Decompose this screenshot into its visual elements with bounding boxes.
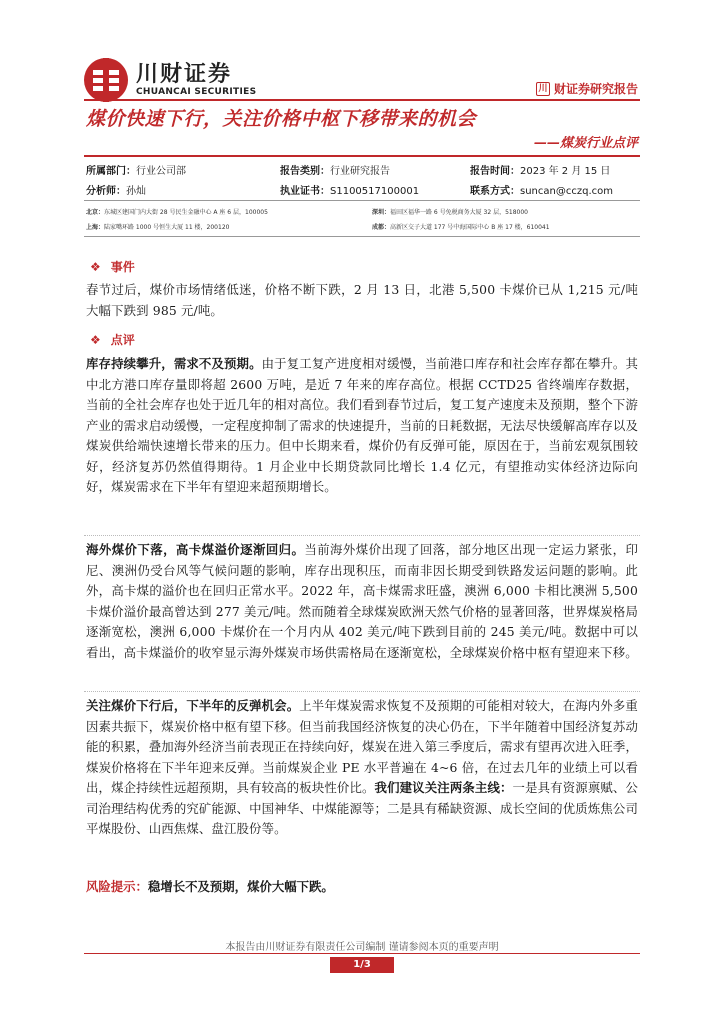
comment-heading (90, 331, 135, 348)
address-shanghai-value: 陆家嘴环路 1000 号恒生大厦 11 楼，200120 (104, 224, 230, 231)
risk-text: 稳增长不及预期，煤价大幅下跌。 (147, 879, 334, 894)
date-value: 2023 年 2 月 15 日 (520, 166, 611, 177)
cert-value: S1100517100001 (330, 186, 420, 197)
paragraph-overseas-lead: 海外煤价下落，高卡煤溢价逐渐回归。 (86, 542, 305, 557)
footer-disclaimer: 本报告由川财证券有限责任公司编制 谨请参阅本页的重要声明 (225, 942, 499, 953)
address-beijing (86, 207, 268, 216)
paragraph-rebound-lead: 关注煤价下行后，下半年的反弹机会。 (86, 698, 300, 713)
report-tag-label: 财证券研究报告 (553, 82, 638, 96)
header-divider (84, 99, 640, 101)
company-logo (84, 58, 256, 102)
date-label: 报告时间： (470, 166, 520, 177)
page-number: 1/3 (330, 957, 394, 973)
logo-name-cn: 川财证券 (136, 62, 233, 87)
address-beijing-value: 东城区建国门内大街 28 号民生金融中心 A 座 6 层，100005 (104, 209, 268, 216)
contact-email[interactable]: suncan@cczq.com (520, 186, 613, 197)
logo-emblem-icon (84, 58, 128, 102)
address-shanghai (86, 222, 229, 231)
contact-label: 联系方式： (470, 186, 520, 197)
risk-warning (86, 877, 334, 895)
paragraph-divider (84, 691, 640, 693)
comment-heading-label: 点评 (110, 333, 135, 347)
report-tag-icon: 川 (536, 82, 550, 96)
address-chengdu (372, 222, 550, 231)
risk-label: 风险提示： (86, 879, 148, 894)
paragraph-overseas (86, 540, 638, 663)
paragraph-rebound-body: 上半年煤炭需求恢复不及预期的可能相对较大，在海内外多重因素共振下，煤炭价格中枢有望下移。但当前我国经济恢复的决心仍在，下半年随着中国经济复苏动能的积累，叠加海外经济当前表现正在持续向好，煤炭在进入第三季度后，需求有望再次进入旺季，煤炭价格将在下半年迎来反弹。当前煤炭企业 PE 水平普遍在 4~6 倍，在过去几年的业绩上可以看出，煤企持续性远超预期，具有较高的板块性价比。 (86, 698, 638, 795)
footer-divider (84, 953, 640, 954)
address-chengdu-label: 成都： (372, 224, 391, 231)
diamond-bullet-icon: ❖ (90, 259, 101, 274)
paragraph-inventory-body: 由于复工复产进度相对缓慢，当前港口库存和社会库存都在攀升。其中北方港口库存量即将超 2600 万吨，是近 7 年来的库存高位。根据 CCTD25 省终端库存数据，当前的全社会库存也处于近几年的相对高位。我们看到春节过后，复工复产速度未及预期，整个下游产业的需求启动缓慢，一定程度抑制了需求的快速提升，当前的日耗数据，无法尽快缓解高库存以及煤炭供给端快速增长带来的压力。但中长期来看，煤价仍有反弹可能，原因在于，当前宏观氛围较好，经济复苏仍然值得期待。1 月企业中长期贷款同比增长 1.4 亿元，有望推动实体经济边际向好，煤炭需求在下半年有望迎来超预期增长。 (86, 356, 638, 494)
report-type-tag (536, 80, 638, 97)
dept-label: 所属部门： (86, 166, 136, 177)
analyst-value: 孙灿 (126, 186, 146, 197)
paragraph-inventory (86, 354, 638, 498)
event-paragraph: 春节过后，煤价市场情绪低迷，价格不断下跌，2 月 13 日，北港 5,500 卡煤价已从 1,215 元/吨大幅下跌到 985 元/吨。 (86, 282, 638, 318)
event-heading-label: 事件 (110, 260, 135, 274)
address-chengdu-value: 高新区交子大道 177 号中海国际中心 B 座 17 楼，610041 (390, 224, 550, 231)
event-heading (90, 258, 135, 275)
logo-name-en: CHUANCAI SECURITIES (136, 87, 257, 97)
paragraph-divider (84, 535, 640, 537)
address-shenzhen (372, 207, 528, 216)
diamond-bullet-icon: ❖ (90, 332, 101, 347)
paragraph-inventory-lead: 库存持续攀升，需求不及预期。 (86, 356, 262, 371)
paragraph-rebound (86, 696, 638, 840)
paragraph-overseas-body: 当前海外煤价出现了回落，部分地区出现一定运力紧张，印尼、澳洲仍受台风等气候问题的影响，库存出现积压，而南非因长期受到铁路发运问题的影响。此外，高卡煤的溢价也在回归正常水平。2022 年，高卡煤需求旺盛，澳洲 6,000 卡相比澳洲 5,500 卡煤价溢价最高曾达到 277 美元/吨。然而随着全球煤炭欧洲天然气价格的显著回落，世界煤炭格局逐渐宽松，澳洲 6,000 卡煤价在一个月内从 402 美元/吨下跌到目前的 245 美元/吨。数据中可以看出，高卡煤溢价的收窄显示海外煤炭市场供需格局在逐渐宽松，全球煤炭价格中枢有望迎来下移。 (86, 542, 638, 660)
paragraph-rebound-emphasis: 我们建议关注两条主线： (374, 780, 513, 795)
address-beijing-label: 北京： (86, 209, 105, 216)
cert-label: 执业证书： (280, 186, 330, 197)
address-divider (84, 236, 640, 237)
type-value: 行业研究报告 (330, 166, 390, 177)
report-subtitle: ——煤炭行业点评 (533, 136, 638, 151)
address-shanghai-label: 上海： (86, 224, 105, 231)
report-title: 煤价快速下行，关注价格中枢下移带来的机会 (86, 108, 477, 130)
type-label: 报告类别： (280, 166, 330, 177)
paragraph-rebound-tail: 一是具有资源禀赋、公司治理结构优秀的究矿能源、中国神华、中煤能源等；二是具有稀缺资源、成长空间的优质炼焦公司平煤股份、山西焦煤、盘江股份等。 (86, 780, 638, 836)
dept-value: 行业公司部 (136, 166, 186, 177)
analyst-label: 分析师： (86, 186, 126, 197)
address-shenzhen-label: 深圳： (372, 209, 391, 216)
title-divider (84, 155, 640, 157)
address-shenzhen-value: 福田区福华一路 6 号免税商务大厦 32 层，518000 (390, 209, 529, 216)
meta-divider (84, 200, 640, 201)
